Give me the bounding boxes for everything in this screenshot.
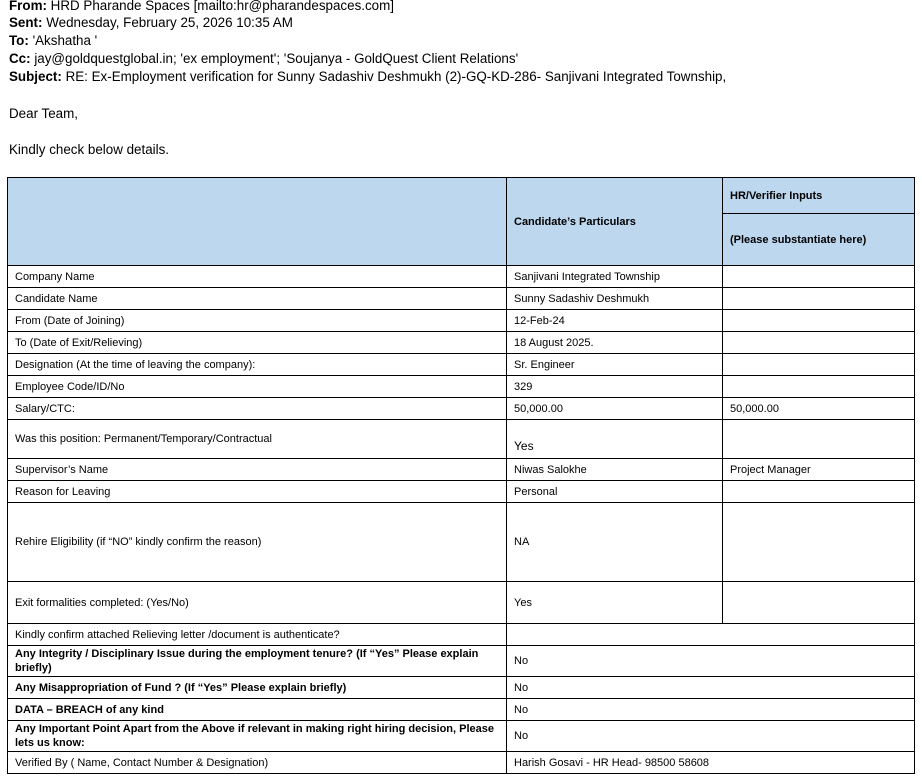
row-hr-input [723,310,915,332]
row-value: No [507,721,915,752]
row-value: No [507,677,915,699]
email-from-line [9,0,394,15]
intro-text: Kindly check below details. [9,142,170,157]
row-hr-input: 50,000.00 [723,398,915,420]
row-value: NA [507,503,723,582]
table-row [8,310,915,332]
table-row [8,398,915,420]
row-hr-input [723,481,915,503]
email-subject-line [9,68,726,86]
row-label: Was this position: Permanent/Temporary/Contractual [8,420,507,459]
row-label: Candidate Name [8,288,507,310]
row-value-text: Yes [514,439,534,453]
row-value: Sunny Sadashiv Deshmukh [507,288,723,310]
row-hr-input [723,376,915,398]
table-row [8,481,915,503]
row-label: DATA – BREACH of any kind [8,699,507,721]
row-value [507,420,723,459]
cc-label: Cc: [9,51,31,66]
table-row [8,288,915,310]
row-label: Supervisor’s Name [8,459,507,481]
row-value: 50,000.00 [507,398,723,420]
table-row [8,624,915,646]
verification-table [7,177,915,774]
row-label: Any Important Point Apart from the Above if relevant in making right hiring decision, Please lets us know: [8,721,507,752]
from-label: From: [9,0,47,13]
table-row [8,459,915,481]
email-sent-line [9,14,293,32]
sent-value: Wednesday, February 25, 2026 10:35 AM [46,15,293,30]
row-label: Designation (At the time of leaving the company): [8,354,507,376]
row-label: Verified By ( Name, Contact Number & Designation) [8,752,507,774]
row-hr-input [723,288,915,310]
row-hr-input [723,332,915,354]
row-hr-input [723,266,915,288]
row-value: No [507,699,915,721]
row-hr-input [723,582,915,624]
row-value: Niwas Salokhe [507,459,723,481]
row-label: Reason for Leaving [8,481,507,503]
cc-value: jay@goldquestglobal.in; 'ex employment'; 'Soujanya - GoldQuest Client Relations' [34,51,519,66]
row-value: 329 [507,376,723,398]
subject-value: RE: Ex-Employment verification for Sunny Sadashiv Deshmukh (2)-GQ-KD-286- Sanjivani Integrated Township, [65,69,727,84]
to-value: 'Akshatha ' [32,33,98,48]
row-value: Personal [507,481,723,503]
row-value: 12-Feb-24 [507,310,723,332]
header-blank-cell [8,178,507,266]
row-label: From (Date of Joining) [8,310,507,332]
table-row [8,582,915,624]
row-value: Yes [507,582,723,624]
row-value: 18 August 2025. [507,332,723,354]
row-label: Any Misappropriation of Fund ? (If “Yes” Please explain briefly) [8,677,507,699]
email-to-line [9,32,97,50]
from-value: HRD Pharande Spaces [mailto:hr@pharandespaces.com] [50,0,394,13]
table-row [8,721,915,752]
row-label: Employee Code/ID/No [8,376,507,398]
row-label: Company Name [8,266,507,288]
row-hr-input: Project Manager [723,459,915,481]
row-label: Exit formalities completed: (Yes/No) [8,582,507,624]
table-header-row [8,178,915,214]
table-row [8,332,915,354]
row-value: No [507,646,915,677]
row-value: Harish Gosavi - HR Head- 98500 58608 [507,752,915,774]
table-row [8,677,915,699]
header-substantiate: (Please substantiate here) [723,214,915,266]
greeting: Dear Team, [9,106,78,121]
row-value: Sanjivani Integrated Township [507,266,723,288]
header-candidate-particulars: Candidate’s Particulars [507,178,723,266]
email-cc-line [9,50,518,68]
table-row [8,420,915,459]
table-row [8,503,915,582]
table-row [8,646,915,677]
table-row [8,354,915,376]
sent-label: Sent: [9,15,43,30]
row-label: Rehire Eligibility (if “NO” kindly confirm the reason) [8,503,507,582]
table-row [8,266,915,288]
row-label: To (Date of Exit/Relieving) [8,332,507,354]
to-label: To: [9,33,29,48]
row-value [507,624,915,646]
row-value: Sr. Engineer [507,354,723,376]
subject-label: Subject: [9,69,62,84]
header-hr-verifier-inputs: HR/Verifier Inputs [723,178,915,214]
table-row [8,699,915,721]
row-label: Any Integrity / Disciplinary Issue during the employment tenure? (If “Yes” Please explain briefly) [8,646,507,677]
table-row [8,376,915,398]
table-row [8,752,915,774]
row-label: Salary/CTC: [8,398,507,420]
row-label: Kindly confirm attached Relieving letter /document is authenticate? [8,624,507,646]
row-hr-input [723,420,915,459]
row-hr-input [723,503,915,582]
row-hr-input [723,354,915,376]
